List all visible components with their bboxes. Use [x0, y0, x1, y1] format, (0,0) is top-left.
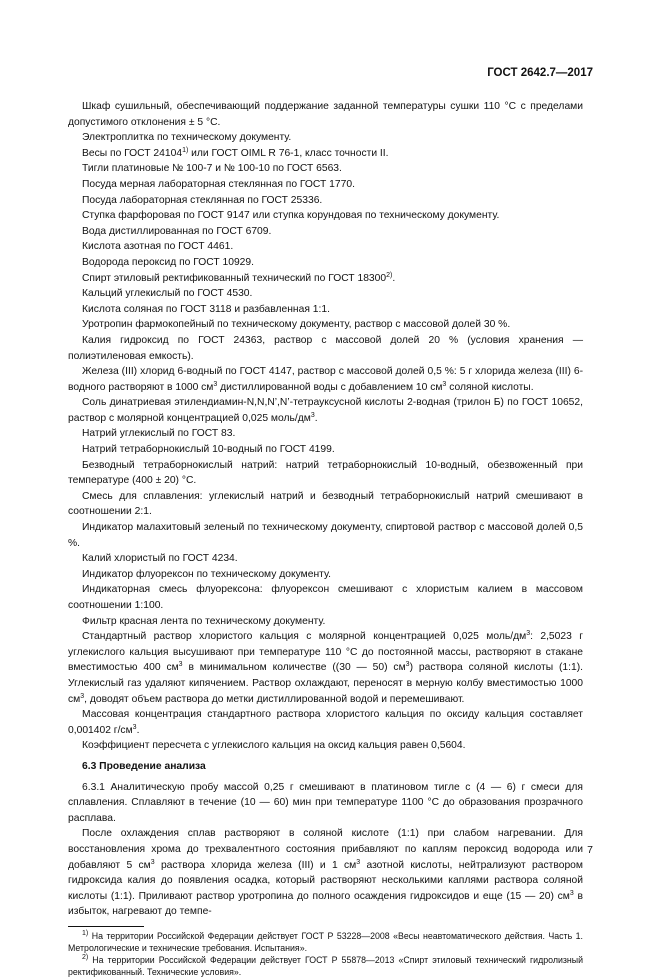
analysis-text — [68, 780, 583, 920]
paragraph: Натрий углекислый по ГОСТ 83. — [82, 428, 236, 440]
text-run: . — [314, 412, 318, 424]
text-run: ) раствора соляной кислоты (1:1). Углекислый газ удаляют кипячением. Раствор охлаждают, переносят в мерную колбу вместимостью 1000 см — [68, 662, 583, 705]
paragraph: Калия гидроксид по ГОСТ 24363, раствор с массовой долей 20 % (условия хранения — полиэтиленовая емкость). — [68, 334, 583, 362]
footnote-mark: 1) — [82, 929, 89, 937]
paragraph: Уротропин фармокопейный по техническому документу, раствор с массовой долей 30 %. — [82, 319, 511, 331]
superscript: 3 — [150, 858, 155, 866]
superscript: 3 — [526, 630, 531, 638]
paragraph — [68, 271, 583, 287]
paragraph: Кальций углекислый по ГОСТ 4530. — [82, 288, 253, 300]
paragraph: Шкаф сушильный, обеспечивающий поддержание заданной температуры сушки 110 °С с пределами допустимого отклонения ± 5 °С. — [68, 101, 583, 128]
text-run: Стандартный раствор хлористого кальция с молярной концентрацией 0,025 моль/дм — [82, 631, 527, 643]
section-heading: 6.3 Проведение анализа — [82, 760, 206, 772]
paragraph: Смесь для сплавления: углекислый натрий и безводный тетраборнокислый натрий смешивают в соотношении 2:1. — [68, 490, 583, 518]
text-run: . — [392, 272, 396, 284]
paragraph: Индикатор малахитовый зеленый по техническому документу, спиртовой раствор с массовой долей 0,5 %. — [68, 522, 583, 549]
paragraph — [68, 146, 583, 162]
paragraph: Ступка фарфоровая по ГОСТ 9147 или ступка корундовая по техническому документу. — [82, 210, 500, 222]
text-run: Массовая концентрация стандартного раствора хлористого кальция по оксиду кальция составляет 0,001402 г/см — [68, 709, 583, 736]
paragraph: Электроплитка по техническому документу. — [82, 132, 292, 144]
footnote-mark: 2) — [82, 954, 89, 962]
paragraph: Тигли платиновые № 100-7 и № 100-10 по ГОСТ 6563. — [82, 163, 342, 175]
paragraph: Натрий тетраборнокислый 10-водный по ГОСТ 4199. — [82, 444, 335, 456]
text-run: раствора хлорида железа (III) и 1 см — [154, 859, 357, 871]
footnote-divider — [68, 926, 144, 927]
superscript: 3 — [442, 380, 447, 388]
superscript: 3 — [310, 411, 315, 419]
paragraph: Кислота азотная по ГОСТ 4461. — [82, 241, 234, 253]
paragraph: Коэффициент пересчета с углекислого кальция на оксид кальция равен 0,5604. — [82, 740, 466, 752]
paragraph: Фильтр красная лента по техническому документу. — [82, 615, 326, 627]
footnote-text: На территории Российской Федерации действует ГОСТ Р 53228—2008 «Весы неавтоматического действия. Часть 1. Метрологические и технические требования. Испытания». — [68, 930, 583, 954]
superscript: 2) — [386, 271, 393, 279]
superscript: 3 — [569, 889, 574, 897]
text-run: Соль динатриевая этилендиамин-N,N,N’,N’-тетрауксусной кислоты 2-водная (трилон Б) по ГОСТ 10652, раствор с молярной концентрацией 0,025 моль/дм — [68, 397, 583, 424]
footnote — [68, 954, 583, 978]
text-run: Спирт этиловый ректификованный технический по ГОСТ 18300 — [82, 272, 387, 284]
footnote-text: На территории Российской Федерации действует ГОСТ Р 55878—2013 «Спирт этиловый технический гидролизный ректификованный. Технические условия». — [68, 955, 583, 978]
superscript: 3 — [178, 661, 183, 669]
superscript: 3 — [80, 692, 85, 700]
text-run: : 2,5023 г углекислого кальция высушивают при температуре 110 °С до постоянной массы, растворяют в стакане вместимостью 400 см — [68, 631, 583, 674]
text-run: Железа (III) хлорид 6-водный по ГОСТ 4147, раствор с массовой долей 0,5 %: 5 г хлорида железа (III) 6-водного растворяют в 1000 см — [68, 366, 583, 393]
paragraph — [68, 395, 583, 426]
paragraph: Безводный тетраборнокислый натрий: натрий тетраборнокислый 10-водный, обезвоженный при температуре (400 ± 20) °С. — [68, 459, 583, 487]
text-run: , доводят объем раствора до метки дистиллированной водой и перемешивают. — [84, 693, 465, 705]
text-run: . — [136, 724, 140, 736]
paragraph — [68, 707, 583, 738]
superscript: 1) — [182, 146, 189, 154]
paragraph: Водорода пероксид по ГОСТ 10929. — [82, 256, 254, 268]
footnotes — [68, 930, 583, 979]
paragraph: Индикатор флуорексон по техническому документу. — [82, 568, 331, 580]
text-run: Весы по ГОСТ 24104 — [82, 147, 183, 159]
superscript: 3 — [356, 858, 361, 866]
text-run: соляной кислоты. — [446, 381, 534, 393]
text-run: в минимальном количестве ((30 — 50) см — [182, 662, 406, 674]
text-run: или ГОСТ OIML R 76-1, класс точности II. — [188, 147, 389, 159]
superscript: 3 — [405, 661, 410, 669]
text-run: азотной кислоты, нейтрализуют раствором гидроксида калия до появления осадка, который растворяют несколькими каплями раствора соляной кислоты (1:1). Приливают раствор уротропина до полного осаждения гидроксидов и еще (15 — 20) см — [68, 859, 583, 902]
text-run: в избыток, нагревают до темпе- — [68, 890, 583, 918]
superscript: 3 — [213, 380, 218, 388]
paragraph: Посуда мерная лабораторная стеклянная по ГОСТ 1770. — [82, 178, 355, 190]
paragraph: Кислота соляная по ГОСТ 3118 и разбавленная 1:1. — [82, 303, 330, 315]
reagent-list — [68, 99, 583, 754]
document-body — [68, 99, 583, 979]
text-run: После охлаждения сплав растворяют в соляной кислоте (1:1) при слабом нагревании. Для восстановления хрома до трехвалентного состояния прибавляют по каплям пероксид водорода или добавляют 5 см — [68, 828, 583, 871]
paragraph: Калий хлористый по ГОСТ 4234. — [82, 553, 238, 565]
page-number: 7 — [587, 844, 593, 856]
paragraph — [68, 629, 583, 707]
text-run: дистиллированной воды с добавлением 10 см — [217, 381, 443, 393]
superscript: 3 — [132, 723, 137, 731]
analysis-paragraph — [68, 826, 583, 920]
footnote — [68, 930, 583, 954]
paragraph: Посуда лабораторная стеклянная по ГОСТ 25336. — [82, 194, 323, 206]
paragraph — [68, 364, 583, 395]
analysis-paragraph: 6.3.1 Аналитическую пробу массой 0,25 г смешивают в платиновом тигле с (4 — 6) г смеси для сплавления. Сплавляют в течение (10 — 60) мин при температуре 1100 °С до образования прозрачного расплава. — [68, 781, 583, 824]
standard-header: ГОСТ 2642.7—2017 — [487, 67, 593, 79]
paragraph: Вода дистиллированная по ГОСТ 6709. — [82, 225, 272, 237]
paragraph: Индикаторная смесь флуорексона: флуорексон смешивают с хлористым калием в массовом соотношении 1:100. — [68, 584, 583, 611]
